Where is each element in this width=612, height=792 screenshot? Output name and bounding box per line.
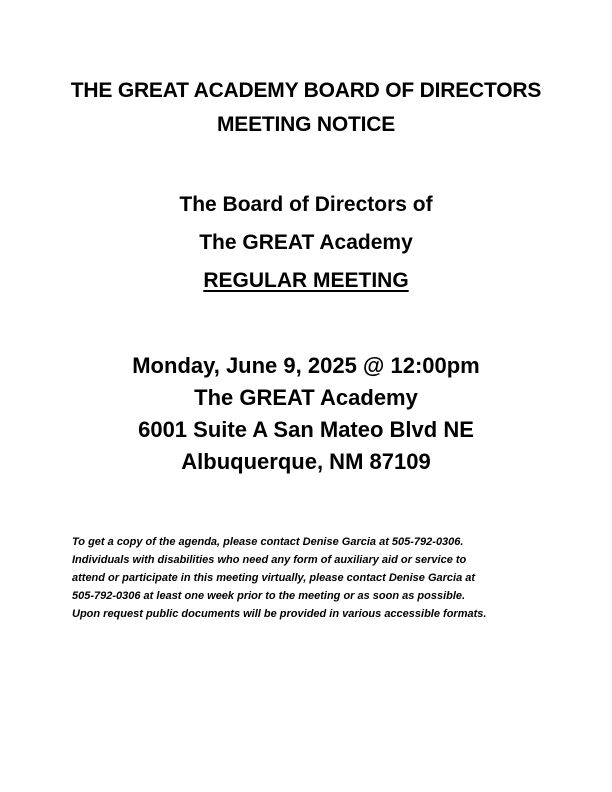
board-line-2: The GREAT Academy: [199, 231, 413, 254]
notice-line: Individuals with disabilities who need any form of auxiliary aid or service to: [72, 554, 467, 566]
board-line-1: The Board of Directors of: [179, 193, 433, 216]
title-line-1: THE GREAT ACADEMY BOARD OF DIRECTORS: [70, 79, 542, 102]
meeting-type: REGULAR MEETING: [203, 269, 409, 292]
title-line-2: MEETING NOTICE: [216, 113, 396, 136]
board-section: [0, 186, 612, 300]
accessibility-notice: [72, 533, 542, 623]
meeting-details: [0, 350, 612, 478]
meeting-address: 6001 Suite A San Mateo Blvd NE: [138, 417, 474, 442]
document-title: [0, 74, 612, 142]
meeting-venue: The GREAT Academy: [194, 385, 418, 410]
notice-line: To get a copy of the agenda, please contact Denise Garcia at 505-792-0306.: [72, 536, 464, 548]
notice-line: attend or participate in this meeting virtually, please contact Denise Garcia at: [72, 572, 476, 584]
meeting-city: Albuquerque, NM 87109: [181, 449, 431, 474]
meeting-datetime: Monday, June 9, 2025 @ 12:00pm: [132, 353, 480, 378]
notice-line: 505-792-0306 at least one week prior to the meeting or as soon as possible.: [72, 590, 466, 602]
notice-line: Upon request public documents will be provided in various accessible formats.: [72, 608, 487, 620]
